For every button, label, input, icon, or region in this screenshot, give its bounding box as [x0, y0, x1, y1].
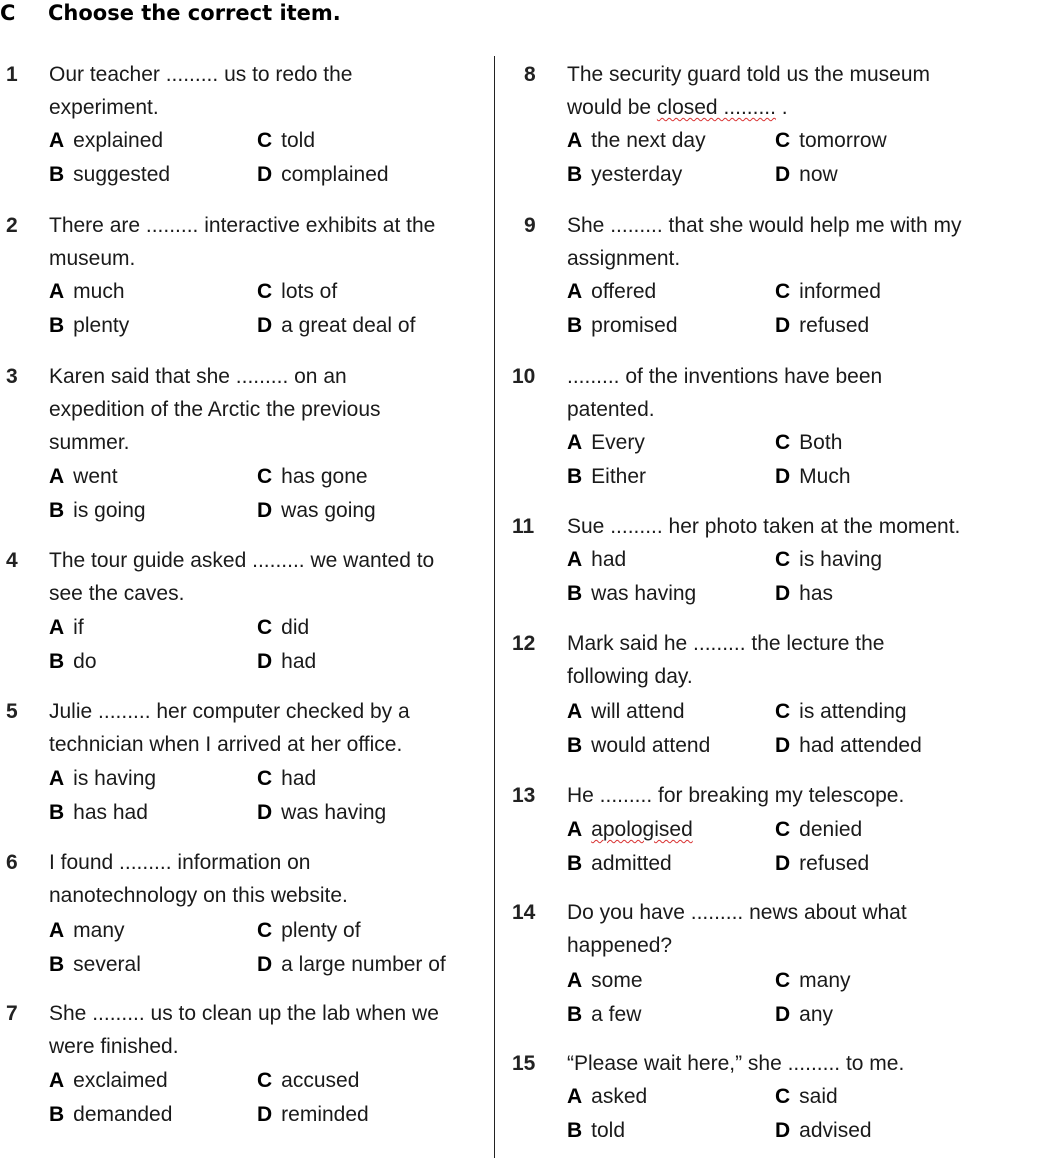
question-number: 9 [524, 214, 536, 237]
option-text: much [73, 280, 125, 303]
option-text: yesterday [591, 163, 683, 186]
option-letter: D [257, 953, 273, 976]
option-text: had [591, 548, 627, 571]
option-text: tomorrow [799, 129, 887, 152]
option-a[interactable] [567, 964, 643, 997]
question-stem [49, 846, 348, 912]
option-text: told [591, 1119, 626, 1142]
question-stem-line: Do you have ......... news about what [567, 901, 907, 924]
question-stem-line: were finished. [49, 1035, 179, 1058]
option-text: now [799, 163, 838, 186]
option-letter: D [775, 1119, 791, 1142]
question-number: 15 [512, 1052, 536, 1075]
option-c[interactable] [257, 762, 316, 795]
option-letter: D [257, 1103, 273, 1126]
option-letter: C [775, 431, 791, 454]
option-c[interactable] [257, 460, 368, 493]
question-stem-line: summer. [49, 431, 130, 454]
option-a[interactable] [567, 426, 645, 459]
option-d[interactable] [775, 1114, 872, 1147]
question-stem-line: Karen said that she ......... on an [49, 365, 347, 388]
option-b[interactable] [567, 460, 646, 493]
option-c[interactable] [775, 813, 862, 846]
option-letter: A [567, 280, 583, 303]
option-text: said [799, 1085, 838, 1108]
option-text: some [591, 969, 643, 992]
option-d[interactable] [257, 645, 316, 678]
option-a[interactable] [567, 1080, 647, 1113]
question-stem [567, 360, 882, 426]
option-letter: A [567, 431, 583, 454]
question-number: 4 [6, 549, 18, 572]
option-a[interactable] [49, 275, 125, 308]
option-text: the next day [591, 129, 706, 152]
option-c[interactable] [775, 543, 882, 576]
option-letter: B [49, 163, 65, 186]
question-number: 14 [512, 901, 536, 924]
option-letter: D [775, 734, 791, 757]
question-number: 3 [6, 365, 18, 388]
option-d[interactable] [775, 998, 833, 1031]
option-a[interactable] [49, 762, 156, 795]
option-d[interactable] [257, 309, 415, 342]
option-letter: B [567, 582, 583, 605]
question-stem [49, 695, 410, 761]
question-4 [6, 544, 490, 679]
option-text: would attend [591, 734, 711, 757]
option-letter: A [49, 616, 65, 639]
question-stem-line: The security guard told us the museum [567, 63, 931, 86]
question-14 [512, 896, 1048, 1032]
question-stem-line: Our teacher ......... us to redo the [49, 63, 353, 86]
question-number: 6 [6, 851, 18, 874]
option-text: is having [73, 767, 157, 790]
option-letter: B [567, 163, 583, 186]
option-letter: C [257, 280, 273, 303]
option-text: has gone [281, 465, 368, 488]
option-letter: A [567, 548, 583, 571]
question-stem-line: would be closed ......... . [567, 96, 788, 119]
option-text: told [281, 129, 316, 152]
option-text: is going [73, 499, 146, 522]
question-1 [6, 58, 490, 192]
option-text: is attending [799, 700, 907, 723]
option-letter: B [567, 734, 583, 757]
option-text: had [281, 650, 317, 673]
option-text: has had [73, 801, 148, 824]
option-b[interactable] [49, 158, 170, 191]
option-b[interactable] [49, 494, 146, 527]
question-7 [6, 997, 490, 1132]
option-a[interactable] [49, 124, 163, 157]
option-letter: B [49, 1103, 65, 1126]
option-text: is having [799, 548, 883, 571]
question-9 [524, 209, 1048, 343]
option-letter: B [567, 314, 583, 337]
option-a[interactable] [49, 611, 84, 644]
option-text: plenty of [281, 919, 361, 942]
question-stem [567, 627, 884, 693]
option-text: accused [281, 1069, 360, 1092]
option-letter: B [49, 801, 65, 824]
option-letter: A [567, 129, 583, 152]
question-number: 12 [512, 632, 536, 655]
question-stem [567, 1047, 904, 1080]
option-text: a great deal of [281, 314, 416, 337]
option-letter: D [775, 582, 791, 605]
option-letter: A [49, 767, 65, 790]
option-c[interactable] [257, 1064, 359, 1097]
option-b[interactable] [49, 645, 97, 678]
question-number: 10 [512, 365, 536, 388]
option-c[interactable] [257, 914, 361, 947]
question-stem-line: following day. [567, 665, 693, 688]
question-stem-line: There are ......... interactive exhibits at the [49, 214, 436, 237]
option-b[interactable] [567, 998, 641, 1031]
option-text: advised [799, 1119, 872, 1142]
question-6 [6, 846, 490, 982]
question-stem-line: expedition of the Arctic the previous [49, 398, 381, 421]
question-stem-line: I found ......... information on [49, 851, 311, 874]
option-b[interactable] [567, 847, 672, 880]
option-letter: D [257, 314, 273, 337]
option-text: complained [281, 163, 389, 186]
option-a[interactable] [567, 543, 626, 576]
question-12 [512, 627, 1048, 763]
option-b[interactable] [567, 158, 682, 191]
option-letter: D [257, 801, 273, 824]
option-text: denied [799, 818, 863, 841]
option-text: admitted [591, 852, 672, 875]
option-text: Both [799, 431, 843, 454]
option-text: Either [591, 465, 647, 488]
option-text: was going [281, 499, 376, 522]
option-letter: B [49, 499, 65, 522]
option-c[interactable] [257, 611, 309, 644]
option-a[interactable] [567, 275, 656, 308]
option-letter: B [567, 465, 583, 488]
option-b[interactable] [567, 577, 696, 610]
option-text: many [73, 919, 125, 942]
option-a[interactable] [567, 813, 693, 846]
option-a[interactable] [49, 460, 118, 493]
question-15 [512, 1047, 1048, 1148]
option-letter: C [775, 129, 791, 152]
question-stem [49, 360, 381, 459]
option-letter: A [49, 1069, 65, 1092]
option-c[interactable] [775, 124, 887, 157]
option-b[interactable] [567, 309, 678, 342]
question-number: 13 [512, 784, 536, 807]
option-letter: B [49, 650, 65, 673]
option-text: apologised [591, 818, 693, 841]
option-text: informed [799, 280, 881, 303]
question-stem-line: “Please wait here,” she ......... to me. [567, 1052, 905, 1075]
question-stem [567, 510, 960, 543]
option-text: demanded [73, 1103, 173, 1126]
question-stem-line: Julie ......... her computer checked by a [49, 700, 410, 723]
option-d[interactable] [257, 158, 389, 191]
option-letter: A [49, 465, 65, 488]
option-letter: B [567, 1119, 583, 1142]
column-divider [494, 56, 495, 1158]
question-stem [567, 896, 907, 962]
option-letter: A [567, 818, 583, 841]
option-text: a large number of [281, 953, 446, 976]
question-number: 7 [6, 1002, 18, 1025]
option-d[interactable] [775, 577, 833, 610]
option-d[interactable] [775, 460, 851, 493]
option-b[interactable] [49, 309, 129, 342]
question-stem-line: ......... of the inventions have been [567, 365, 883, 388]
question-stem [567, 209, 962, 275]
option-text: went [73, 465, 118, 488]
option-letter: A [567, 700, 583, 723]
option-letter: A [49, 280, 65, 303]
option-text: was having [281, 801, 387, 824]
option-letter: A [567, 969, 583, 992]
option-c[interactable] [257, 275, 337, 308]
question-stem [49, 544, 434, 610]
option-text: plenty [73, 314, 130, 337]
question-number: 2 [6, 214, 18, 237]
option-letter: B [567, 1003, 583, 1026]
option-text: do [73, 650, 97, 673]
option-letter: A [49, 129, 65, 152]
question-11 [512, 510, 1048, 611]
question-stem [49, 997, 439, 1063]
option-letter: B [49, 953, 65, 976]
question-stem [567, 779, 904, 812]
option-text: any [799, 1003, 834, 1026]
option-letter: C [775, 818, 791, 841]
option-letter: C [257, 129, 273, 152]
question-8 [524, 58, 1048, 192]
option-letter: D [257, 650, 273, 673]
option-letter: A [567, 1085, 583, 1108]
question-number: 8 [524, 63, 536, 86]
question-stem-line: He ......... for breaking my telescope. [567, 784, 905, 807]
question-stem-line: patented. [567, 398, 655, 421]
option-c[interactable] [775, 275, 881, 308]
option-c[interactable] [257, 124, 315, 157]
question-stem-line: assignment. [567, 247, 681, 270]
question-stem-line: technician when I arrived at her office. [49, 733, 403, 756]
option-text: will attend [591, 700, 685, 723]
option-letter: C [775, 969, 791, 992]
question-stem [49, 58, 353, 124]
question-stem-line: experiment. [49, 96, 159, 119]
option-text: refused [799, 852, 870, 875]
option-d[interactable] [257, 948, 446, 981]
option-d[interactable] [775, 158, 838, 191]
option-text: Much [799, 465, 851, 488]
option-text: did [281, 616, 310, 639]
option-letter: D [257, 499, 273, 522]
option-text: lots of [281, 280, 338, 303]
option-d[interactable] [775, 729, 922, 762]
option-letter: D [775, 852, 791, 875]
option-d[interactable] [775, 847, 869, 880]
question-stem [49, 209, 435, 275]
option-text: Every [591, 431, 645, 454]
question-stem [567, 58, 930, 124]
option-d[interactable] [257, 494, 376, 527]
question-stem-line: see the caves. [49, 582, 185, 605]
option-c[interactable] [775, 1080, 838, 1113]
option-text: several [73, 953, 141, 976]
option-letter: C [775, 700, 791, 723]
option-b[interactable] [49, 1098, 172, 1131]
question-2 [6, 209, 490, 343]
option-letter: D [257, 163, 273, 186]
option-letter: B [567, 852, 583, 875]
question-13 [512, 779, 1048, 881]
option-letter: C [775, 280, 791, 303]
question-5 [6, 695, 490, 830]
question-stem-line: museum. [49, 247, 136, 270]
option-text: refused [799, 314, 870, 337]
option-letter: B [49, 314, 65, 337]
section-letter: C [0, 1, 16, 25]
question-stem-line: She ......... that she would help me with my [567, 214, 962, 237]
option-letter: C [257, 919, 273, 942]
option-b[interactable] [567, 1114, 625, 1147]
option-d[interactable] [257, 796, 386, 829]
question-stem-line: happened? [567, 934, 673, 957]
option-letter: C [775, 1085, 791, 1108]
option-letter: C [257, 616, 273, 639]
question-number: 11 [512, 515, 535, 538]
option-text: suggested [73, 163, 171, 186]
question-stem-line: The tour guide asked ......... we wanted to [49, 549, 435, 572]
option-text: had attended [799, 734, 922, 757]
option-letter: C [775, 548, 791, 571]
question-stem-line: nanotechnology on this website. [49, 884, 348, 907]
option-letter: C [257, 1069, 273, 1092]
option-letter: C [257, 465, 273, 488]
option-text: if [73, 616, 84, 639]
option-text: has [799, 582, 834, 605]
question-number: 1 [6, 63, 18, 86]
option-text: exclaimed [73, 1069, 168, 1092]
option-a[interactable] [567, 695, 685, 728]
option-d[interactable] [257, 1098, 369, 1131]
option-letter: D [775, 465, 791, 488]
option-a[interactable] [49, 914, 125, 947]
option-text: had [281, 767, 317, 790]
question-stem-line: Mark said he ......... the lecture the [567, 632, 885, 655]
question-3 [6, 360, 490, 528]
option-b[interactable] [49, 948, 141, 981]
option-text: offered [591, 280, 657, 303]
section-heading: Choose the correct item. [48, 1, 341, 25]
option-text: promised [591, 314, 678, 337]
option-text: reminded [281, 1103, 369, 1126]
option-b[interactable] [567, 729, 710, 762]
option-a[interactable] [567, 124, 706, 157]
option-c[interactable] [775, 426, 842, 459]
option-letter: C [257, 767, 273, 790]
option-a[interactable] [49, 1064, 168, 1097]
option-letter: D [775, 1003, 791, 1026]
option-text: was having [591, 582, 697, 605]
option-text: asked [591, 1085, 648, 1108]
option-letter: D [775, 163, 791, 186]
question-number: 5 [6, 700, 18, 723]
section-title [0, 0, 341, 28]
question-stem-line: Sue ......... her photo taken at the moment. [567, 515, 961, 538]
option-b[interactable] [49, 796, 148, 829]
option-text: many [799, 969, 851, 992]
option-text: explained [73, 129, 164, 152]
option-text: a few [591, 1003, 642, 1026]
option-letter: A [49, 919, 65, 942]
option-d[interactable] [775, 309, 869, 342]
option-c[interactable] [775, 695, 907, 728]
option-c[interactable] [775, 964, 851, 997]
question-10 [512, 360, 1048, 494]
question-stem-line: She ......... us to clean up the lab when we [49, 1002, 439, 1025]
option-letter: D [775, 314, 791, 337]
